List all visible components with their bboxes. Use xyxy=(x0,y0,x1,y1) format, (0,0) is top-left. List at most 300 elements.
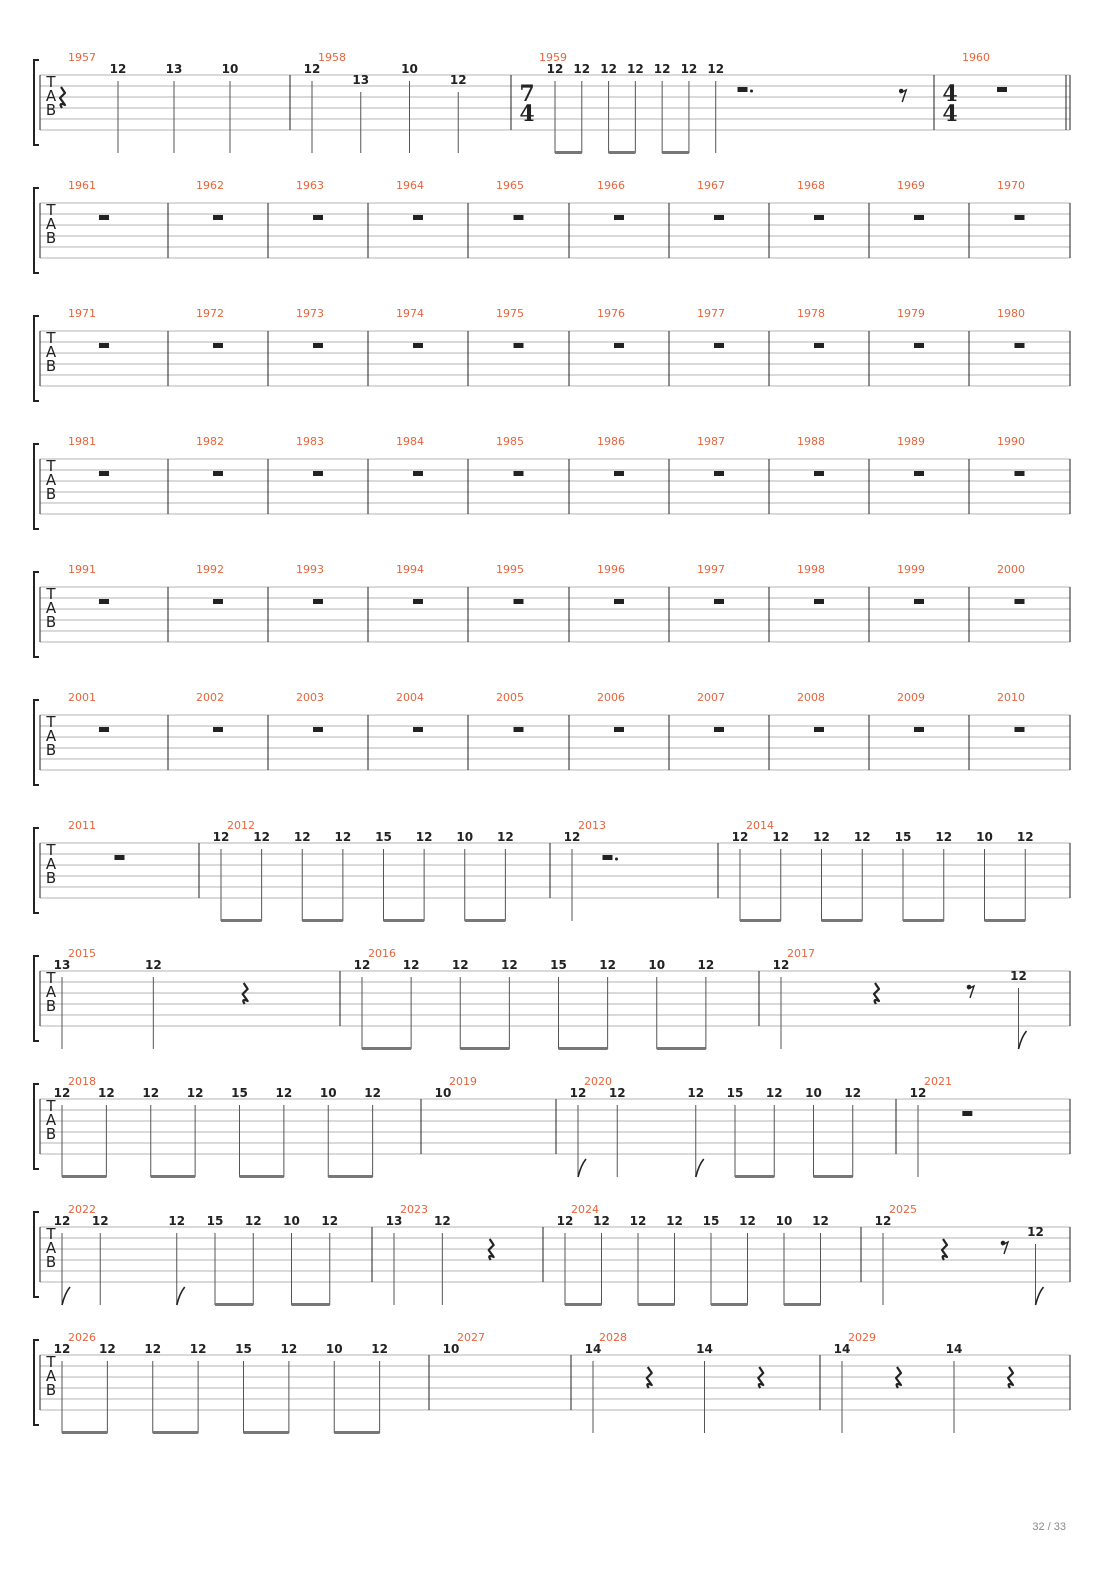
beam xyxy=(662,151,689,154)
fret-number: 12 xyxy=(666,1214,683,1228)
eighth-flag xyxy=(177,1287,185,1305)
measure-number: 2017 xyxy=(787,947,815,960)
measure xyxy=(54,1331,388,1434)
measure-number: 1959 xyxy=(539,51,567,64)
measure-number: 1965 xyxy=(496,179,524,192)
tab-system xyxy=(34,51,1070,154)
quarter-rest xyxy=(896,1367,901,1388)
beam xyxy=(740,919,781,922)
tab-clef-letter: B xyxy=(45,741,57,759)
tab-clef-letter: A xyxy=(45,983,57,1001)
beam xyxy=(985,919,1026,922)
fret-number: 14 xyxy=(696,1342,713,1356)
fret-number: 15 xyxy=(231,1086,248,1100)
measure-number: 2021 xyxy=(924,1075,952,1088)
half-rest xyxy=(997,87,1007,92)
eighth-flag xyxy=(696,1159,704,1177)
measure-number: 1983 xyxy=(296,435,324,448)
fret-number: 15 xyxy=(702,1214,720,1228)
fret-number: 12 xyxy=(497,830,514,844)
beam xyxy=(638,1303,675,1306)
page-number-label: 32 / 33 xyxy=(1032,1521,1066,1533)
beam xyxy=(735,1175,774,1178)
quarter-rest xyxy=(647,1367,652,1388)
fret-number: 10 xyxy=(325,1342,343,1356)
fret-number: 12 xyxy=(53,1214,71,1228)
measure-number: 2024 xyxy=(571,1203,599,1216)
fret-number: 10 xyxy=(648,958,666,972)
half-rest xyxy=(313,727,323,732)
measure-number: 2003 xyxy=(296,691,324,704)
measure xyxy=(435,1075,477,1100)
measure-number: 1972 xyxy=(196,307,224,320)
fret-number: 12 xyxy=(189,1342,207,1356)
fret-number: 12 xyxy=(168,1214,186,1228)
rest-dot xyxy=(750,90,753,93)
tab-clef-letter: B xyxy=(45,485,57,503)
tab-clef-letter: B xyxy=(45,229,57,247)
tab-clef-letter: A xyxy=(45,1367,57,1385)
beam xyxy=(151,1175,195,1178)
measure-number: 1989 xyxy=(897,435,925,448)
fret-number: 12 xyxy=(563,830,581,844)
half-rest xyxy=(313,471,323,476)
fret-number: 12 xyxy=(321,1214,339,1228)
eighth-rest xyxy=(1002,1242,1008,1254)
measure-number: 1961 xyxy=(68,179,96,192)
fret-number: 12 xyxy=(853,830,871,844)
measure-number: 1968 xyxy=(797,179,825,192)
measure-number: 1979 xyxy=(897,307,925,320)
tab-system xyxy=(34,1203,1070,1306)
system-bracket xyxy=(34,828,39,913)
beam xyxy=(240,1175,284,1178)
measure-number: 1982 xyxy=(196,435,224,448)
system-bracket xyxy=(34,188,39,273)
measure-number: 1974 xyxy=(396,307,424,320)
system-bracket xyxy=(34,1084,39,1169)
half-rest xyxy=(714,471,724,476)
half-rest xyxy=(714,343,724,348)
beam xyxy=(814,1175,853,1178)
beam xyxy=(62,1431,107,1434)
half-rest xyxy=(714,727,724,732)
fret-number: 12 xyxy=(334,830,352,844)
measure-number: 2020 xyxy=(584,1075,612,1088)
beam xyxy=(565,1303,602,1306)
half-rest xyxy=(213,471,223,476)
system-bracket xyxy=(34,316,39,401)
half-rest xyxy=(1015,471,1025,476)
beam xyxy=(221,919,262,922)
half-rest xyxy=(914,599,924,604)
half-rest xyxy=(914,343,924,348)
eighth-flag xyxy=(578,1159,586,1177)
system-bracket xyxy=(34,60,39,145)
system-bracket xyxy=(34,1340,39,1425)
eighth-flag xyxy=(1036,1287,1044,1305)
measure xyxy=(564,819,618,921)
half-rest xyxy=(814,599,824,604)
tab-clef-letter: A xyxy=(45,1239,57,1257)
fret-number: 12 xyxy=(812,1214,829,1228)
quarter-rest xyxy=(60,87,65,108)
fret-number: 12 xyxy=(371,1342,388,1356)
measure-number: 2014 xyxy=(746,819,774,832)
measure-number: 1958 xyxy=(318,51,346,64)
half-rest xyxy=(603,855,613,860)
measure-number: 1991 xyxy=(68,563,96,576)
half-rest xyxy=(99,599,109,604)
beam xyxy=(609,151,636,154)
measure-number: 1984 xyxy=(396,435,424,448)
measure-number: 1975 xyxy=(496,307,524,320)
half-rest xyxy=(413,727,423,732)
beam xyxy=(334,1431,379,1434)
tab-clef-letter: B xyxy=(45,869,57,887)
measure-number: 1973 xyxy=(296,307,324,320)
half-rest xyxy=(962,1111,972,1116)
measure xyxy=(54,1203,338,1306)
fret-number: 12 xyxy=(109,62,127,76)
half-rest xyxy=(99,215,109,220)
fret-number: 12 xyxy=(653,62,671,76)
measure-number: 1992 xyxy=(196,563,224,576)
measure-number: 1962 xyxy=(196,179,224,192)
tab-clef-letter: T xyxy=(46,969,56,987)
measure-number: 2026 xyxy=(68,1331,96,1344)
measure-number: 2010 xyxy=(997,691,1025,704)
tab-system xyxy=(34,947,1070,1050)
beam xyxy=(555,151,582,154)
tab-clef-letter: A xyxy=(45,471,57,489)
tab-clef-letter: A xyxy=(45,599,57,617)
beam xyxy=(153,1431,198,1434)
fret-number: 12 xyxy=(280,1342,298,1356)
beam xyxy=(215,1303,253,1306)
fret-number: 15 xyxy=(235,1342,252,1356)
fret-number: 12 xyxy=(353,958,371,972)
measure-number: 2008 xyxy=(797,691,825,704)
measure-number: 1999 xyxy=(897,563,925,576)
fret-number: 14 xyxy=(833,1342,851,1356)
fret-number: 12 xyxy=(687,1086,705,1100)
measure-number: 2005 xyxy=(496,691,524,704)
half-rest xyxy=(514,727,524,732)
half-rest xyxy=(413,599,423,604)
half-rest xyxy=(914,215,924,220)
fret-number: 10 xyxy=(401,62,418,76)
half-rest xyxy=(814,471,824,476)
tab-clef-letter: A xyxy=(45,1111,57,1129)
tab-clef-letter: A xyxy=(45,727,57,745)
measure-number: 2028 xyxy=(599,1331,627,1344)
half-rest xyxy=(313,599,323,604)
measure-number: 2022 xyxy=(68,1203,96,1216)
measure-number: 1966 xyxy=(597,179,625,192)
measure-number: 2015 xyxy=(68,947,96,960)
eighth-flag xyxy=(1019,1031,1027,1049)
half-rest xyxy=(413,343,423,348)
measure-number: 1977 xyxy=(697,307,725,320)
fret-number: 10 xyxy=(434,1086,452,1100)
measure xyxy=(354,947,715,1050)
measure-number: 2011 xyxy=(68,819,96,832)
half-rest xyxy=(1015,727,1025,732)
fret-number: 12 xyxy=(844,1086,862,1100)
fret-number: 12 xyxy=(244,1214,262,1228)
fret-number: 12 xyxy=(697,958,715,972)
beam xyxy=(465,919,506,922)
half-rest xyxy=(1015,215,1025,220)
beam xyxy=(384,919,425,922)
measure xyxy=(570,1075,861,1178)
tab-clef-letter: T xyxy=(46,1353,56,1371)
system-bracket xyxy=(34,572,39,657)
tab-clef-letter: T xyxy=(46,1225,56,1243)
fret-number: 13 xyxy=(165,62,183,76)
tab-clef-letter: T xyxy=(46,457,56,475)
half-rest xyxy=(213,727,223,732)
measure xyxy=(54,1075,381,1178)
beam xyxy=(460,1047,509,1050)
tab-system xyxy=(34,1331,1070,1434)
fret-number: 13 xyxy=(385,1214,403,1228)
half-rest xyxy=(614,599,624,604)
fret-number: 10 xyxy=(805,1086,822,1100)
measure xyxy=(304,51,467,153)
measure xyxy=(773,947,1027,1049)
measure xyxy=(942,51,1007,127)
fret-number: 12 xyxy=(142,1086,160,1100)
half-rest xyxy=(514,215,524,220)
eighth-flag xyxy=(62,1287,70,1305)
half-rest xyxy=(614,215,624,220)
fret-number: 15 xyxy=(375,830,392,844)
tab-clef-letter: B xyxy=(45,613,57,631)
measure-number: 1964 xyxy=(396,179,424,192)
tab-system xyxy=(34,691,1070,785)
measure-number: 1957 xyxy=(68,51,96,64)
half-rest xyxy=(99,727,109,732)
fret-number: 12 xyxy=(707,62,725,76)
tab-system xyxy=(34,179,1070,273)
tab-clef-letter: A xyxy=(45,215,57,233)
beam xyxy=(559,1047,608,1050)
measure-number: 1971 xyxy=(68,307,96,320)
fret-number: 10 xyxy=(442,1342,460,1356)
tab-clef-letter: B xyxy=(45,1125,57,1143)
measure-number: 2025 xyxy=(889,1203,917,1216)
half-rest xyxy=(514,599,524,604)
measure-number: 1976 xyxy=(597,307,625,320)
system-bracket xyxy=(34,700,39,785)
half-rest xyxy=(714,599,724,604)
measure-number: 2027 xyxy=(457,1331,485,1344)
half-rest xyxy=(714,215,724,220)
measure-number: 1987 xyxy=(697,435,725,448)
measure-number: 1990 xyxy=(997,435,1025,448)
measure-number: 1994 xyxy=(396,563,424,576)
half-rest xyxy=(115,855,125,860)
half-rest xyxy=(738,87,748,92)
measure-number: 2004 xyxy=(396,691,424,704)
beam xyxy=(302,919,343,922)
measure-number: 1978 xyxy=(797,307,825,320)
fret-number: 12 xyxy=(303,62,321,76)
fret-number: 12 xyxy=(569,1086,587,1100)
fret-number: 12 xyxy=(629,1214,647,1228)
system-bracket xyxy=(34,444,39,529)
measure-number: 1993 xyxy=(296,563,324,576)
fret-number: 12 xyxy=(772,830,790,844)
tab-system xyxy=(34,435,1070,529)
fret-number: 12 xyxy=(53,1342,71,1356)
time-signature-top: 7 xyxy=(519,81,535,107)
beam xyxy=(244,1431,289,1434)
measure-number: 2018 xyxy=(68,1075,96,1088)
time-signature-top: 4 xyxy=(942,81,958,107)
fret-number: 12 xyxy=(556,1214,574,1228)
fret-number: 12 xyxy=(731,830,749,844)
tab-clef-letter: B xyxy=(45,101,57,119)
system-bracket xyxy=(34,956,39,1041)
tab-clef-letter: T xyxy=(46,201,56,219)
time-signature-bottom: 4 xyxy=(519,101,535,127)
tab-system xyxy=(34,1075,1070,1178)
fret-number: 12 xyxy=(1016,830,1034,844)
fret-number: 12 xyxy=(144,1342,162,1356)
tab-clef-letter: B xyxy=(45,357,57,375)
fret-number: 12 xyxy=(91,1214,109,1228)
fret-number: 10 xyxy=(976,830,993,844)
measure-number: 2001 xyxy=(68,691,96,704)
eighth-rest xyxy=(968,986,974,998)
measure-number: 1986 xyxy=(597,435,625,448)
beam xyxy=(711,1303,748,1306)
tab-clef-letter: T xyxy=(46,585,56,603)
measure-number: 1967 xyxy=(697,179,725,192)
measure-number: 1970 xyxy=(997,179,1025,192)
fret-number: 12 xyxy=(813,830,830,844)
measure-number: 2016 xyxy=(368,947,396,960)
quarter-rest xyxy=(758,1367,763,1388)
half-rest xyxy=(914,727,924,732)
fret-number: 12 xyxy=(600,62,617,76)
fret-number: 12 xyxy=(98,1086,115,1100)
fret-number: 12 xyxy=(573,62,591,76)
fret-number: 15 xyxy=(726,1086,744,1100)
quarter-rest xyxy=(942,1239,947,1260)
tab-clef-letter: T xyxy=(46,73,56,91)
measure-number: 1998 xyxy=(797,563,825,576)
half-rest xyxy=(614,343,624,348)
measure-number: 1963 xyxy=(296,179,324,192)
measure-number: 2023 xyxy=(400,1203,428,1216)
rest-dot xyxy=(615,858,618,861)
fret-number: 12 xyxy=(935,830,953,844)
tab-clef-letter: B xyxy=(45,1253,57,1271)
tab-clef-letter: B xyxy=(45,997,57,1015)
measure xyxy=(386,1203,494,1305)
half-rest xyxy=(514,343,524,348)
fret-number: 12 xyxy=(608,1086,626,1100)
tab-clef-letter: A xyxy=(45,87,57,105)
beam xyxy=(784,1303,821,1306)
fret-number: 10 xyxy=(775,1214,793,1228)
half-rest xyxy=(313,343,323,348)
measure xyxy=(732,819,1034,922)
half-rest xyxy=(99,343,109,348)
fret-number: 12 xyxy=(415,830,433,844)
fret-number: 12 xyxy=(53,1086,71,1100)
tab-clef-letter: T xyxy=(46,1097,56,1115)
fret-number: 15 xyxy=(550,958,567,972)
fret-number: 12 xyxy=(1027,1225,1044,1239)
fret-number: 13 xyxy=(53,958,71,972)
fret-number: 12 xyxy=(874,1214,892,1228)
fret-number: 10 xyxy=(283,1214,300,1228)
beam xyxy=(657,1047,706,1050)
fret-number: 12 xyxy=(275,1086,293,1100)
beam xyxy=(62,1175,106,1178)
eighth-rest xyxy=(900,90,906,102)
quarter-rest xyxy=(243,983,248,1004)
fret-number: 12 xyxy=(765,1086,783,1100)
measure-number: 1960 xyxy=(962,51,990,64)
fret-number: 12 xyxy=(293,830,311,844)
half-rest xyxy=(614,727,624,732)
half-rest xyxy=(814,727,824,732)
half-rest xyxy=(213,599,223,604)
fret-number: 10 xyxy=(221,62,239,76)
fret-number: 12 xyxy=(593,1214,610,1228)
measure xyxy=(875,1203,1044,1305)
fret-number: 10 xyxy=(456,830,474,844)
beam xyxy=(362,1047,411,1050)
quarter-rest xyxy=(874,983,879,1004)
half-rest xyxy=(914,471,924,476)
fret-number: 12 xyxy=(501,958,518,972)
tab-system xyxy=(34,819,1070,922)
fret-number: 12 xyxy=(212,830,230,844)
tab-clef-letter: B xyxy=(45,1381,57,1399)
half-rest xyxy=(99,471,109,476)
half-rest xyxy=(213,343,223,348)
measure-number: 1995 xyxy=(496,563,524,576)
measure-number: 2007 xyxy=(697,691,725,704)
measure-number: 1997 xyxy=(697,563,725,576)
measure xyxy=(910,1075,973,1177)
measure-number: 2029 xyxy=(848,1331,876,1344)
fret-number: 12 xyxy=(144,958,162,972)
fret-number: 14 xyxy=(584,1342,602,1356)
tab-clef-letter: T xyxy=(46,713,56,731)
fret-number: 12 xyxy=(599,958,616,972)
fret-number: 15 xyxy=(206,1214,224,1228)
fret-number: 12 xyxy=(433,1214,451,1228)
fret-number: 12 xyxy=(99,1342,116,1356)
fret-number: 15 xyxy=(894,830,912,844)
fret-number: 12 xyxy=(546,62,564,76)
measure-number: 1985 xyxy=(496,435,524,448)
measure xyxy=(443,1331,485,1356)
system-bracket xyxy=(34,1212,39,1297)
fret-number: 12 xyxy=(627,62,644,76)
fret-number: 14 xyxy=(945,1342,963,1356)
measure xyxy=(585,1331,764,1433)
half-rest xyxy=(1015,343,1025,348)
